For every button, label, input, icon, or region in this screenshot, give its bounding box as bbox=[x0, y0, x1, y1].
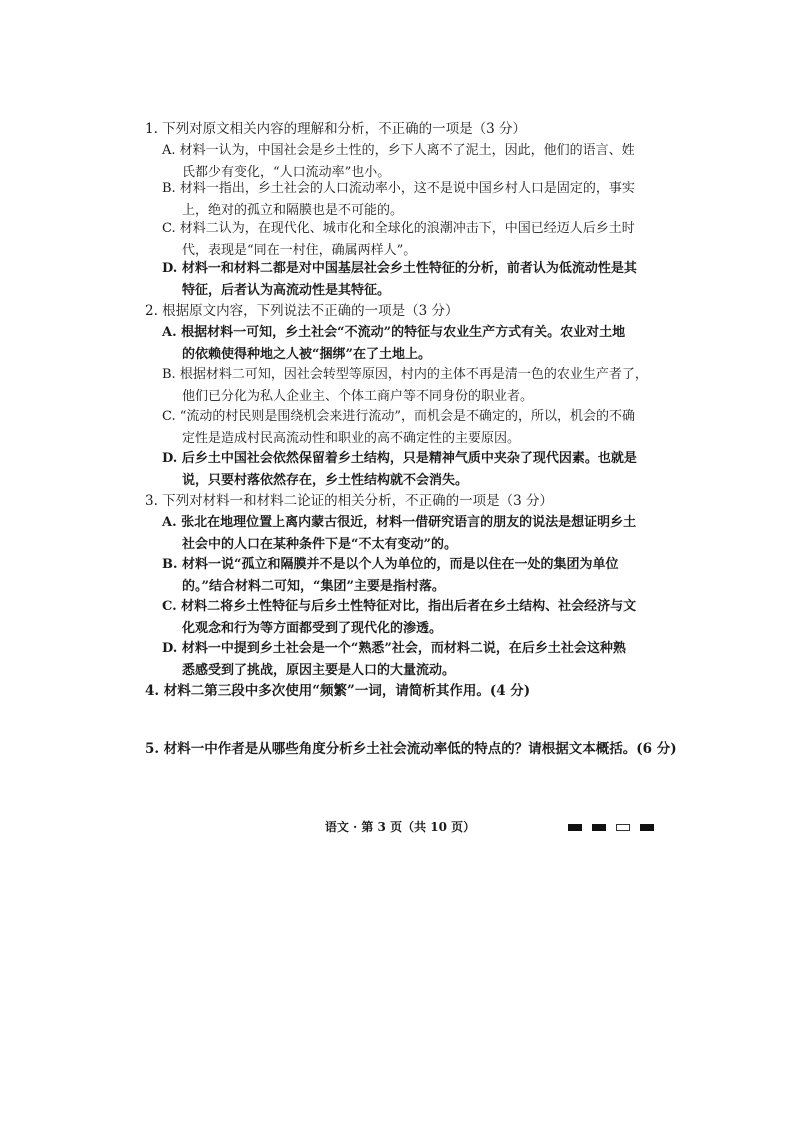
option-text: B. 材料一指出，乡土社会的人口流动率小，这不是说中国乡村人口是固定的，事实 bbox=[162, 181, 635, 196]
option-text-cont: 代，表现是“同在一村住，确属两样人”。 bbox=[182, 243, 417, 258]
question-5 bbox=[145, 738, 677, 760]
option-text: D. 材料一和材料二都是对中国基层社会乡土性特征的分析，前者认为低流动性是其 bbox=[162, 261, 637, 276]
option-text-cont: 定性是造成村民高流动性和职业的高不确定性的主要原因。 bbox=[182, 431, 521, 446]
option-text-cont: 的依赖使得种地之人被“捆绑”在了土地上。 bbox=[182, 347, 431, 362]
option-2a bbox=[162, 322, 662, 366]
option-text-cont: 特征，后者认为高流动性是其特征。 bbox=[182, 283, 391, 298]
option-text: C. 材料二认为，在现代化、城市化和全球化的浪潮冲击下，中国已经迈人后乡土时 bbox=[162, 221, 635, 236]
option-text: A. 根据材料一可知，乡土社会“不流动”的特征与农业生产方式有关。农业对土地 bbox=[162, 325, 626, 340]
scan-mark-hollow bbox=[616, 824, 630, 831]
page-number: 语文 · 第 3 页（共 10 页） bbox=[324, 820, 476, 834]
option-3d bbox=[162, 638, 662, 682]
option-text-cont: 化观念和行为等方面都受到了现代化的渗透。 bbox=[182, 621, 443, 636]
question-stem: 1. 下列对原文相关内容的理解和分析，不正确的一项是（3 分） bbox=[145, 121, 527, 137]
option-2d bbox=[162, 448, 662, 492]
option-text-cont: 他们已分化为私人企业主、个体工商户等不同身份的职业者。 bbox=[182, 389, 534, 404]
question-4 bbox=[145, 680, 665, 702]
question-2 bbox=[145, 300, 665, 322]
option-text: A. 材料一认为，中国社会是乡土性的，乡下人离不了泥土，因此，他们的语言、姓 bbox=[162, 143, 635, 158]
question-stem: 5. 材料一中作者是从哪些角度分析乡土社会流动率低的特点的？请根据文本概括。(6 分) bbox=[145, 741, 677, 757]
option-3a bbox=[162, 512, 662, 556]
option-text: B. 根据材料二可知，因社会转型等原因，村内的主体不再是清一色的农业生产者了， bbox=[162, 367, 648, 382]
option-text-cont: 悉感受到了挑战，原因主要是人口的大量流动。 bbox=[182, 663, 456, 678]
scan-mark-filled bbox=[592, 824, 606, 831]
question-stem: 3. 下列对材料一和材料二论证的相关分析，不正确的一项是（3 分） bbox=[145, 493, 554, 509]
question-stem: 4. 材料二第三段中多次使用“频繁”一词，请简析其作用。(4 分) bbox=[145, 683, 531, 699]
scan-mark-filled bbox=[568, 824, 582, 831]
option-text-cont: 的。”结合材料二可知，“集团”主要是指村落。 bbox=[182, 579, 445, 594]
option-text: A. 张北在地理位置上离内蒙古很近，材料一借研究语言的朋友的说法是想证明乡土 bbox=[162, 515, 637, 530]
question-1 bbox=[145, 118, 665, 140]
scan-mark-filled bbox=[640, 824, 654, 831]
option-text-cont: 社会中的人口在某种条件下是“不太有变动”的。 bbox=[182, 537, 457, 552]
option-1c bbox=[162, 218, 662, 262]
option-2b bbox=[162, 364, 662, 408]
option-text: C. 材料二将乡土性特征与后乡土性特征对比，指出后者在乡土结构、社会经济与文 bbox=[162, 599, 637, 614]
question-stem: 2. 根据原文内容，下列说法不正确的一项是（3 分） bbox=[145, 303, 459, 319]
option-text: D. 后乡土中国社会依然保留着乡土结构，只是精神气质中夹杂了现代因素。也就是 bbox=[162, 451, 637, 466]
option-text: B. 材料一说“孤立和隔膜并不是以个人为单位的，而是以住在一处的集团为单位 bbox=[162, 557, 619, 572]
option-1d bbox=[162, 258, 662, 302]
option-text: C. “流动的村民则是围绕机会来进行流动”，而机会是不确定的，所以，机会的不确 bbox=[162, 409, 636, 424]
option-3b bbox=[162, 554, 662, 598]
option-text-cont: 氏都少有变化，“人口流动率”也小。 bbox=[182, 165, 391, 180]
page-footer bbox=[0, 818, 800, 835]
question-3 bbox=[145, 490, 665, 512]
option-text: D. 材料一中提到乡土社会是一个“熟悉”社会，而材料二说，在后乡土社会这种熟 bbox=[162, 641, 626, 656]
option-1b bbox=[162, 178, 662, 222]
option-3c bbox=[162, 596, 662, 640]
option-2c bbox=[162, 406, 662, 450]
option-text-cont: 说，只要村落依然存在，乡土性结构就不会消失。 bbox=[182, 473, 469, 488]
option-text-cont: 上，绝对的孤立和隔膜也是不可能的。 bbox=[182, 203, 404, 218]
